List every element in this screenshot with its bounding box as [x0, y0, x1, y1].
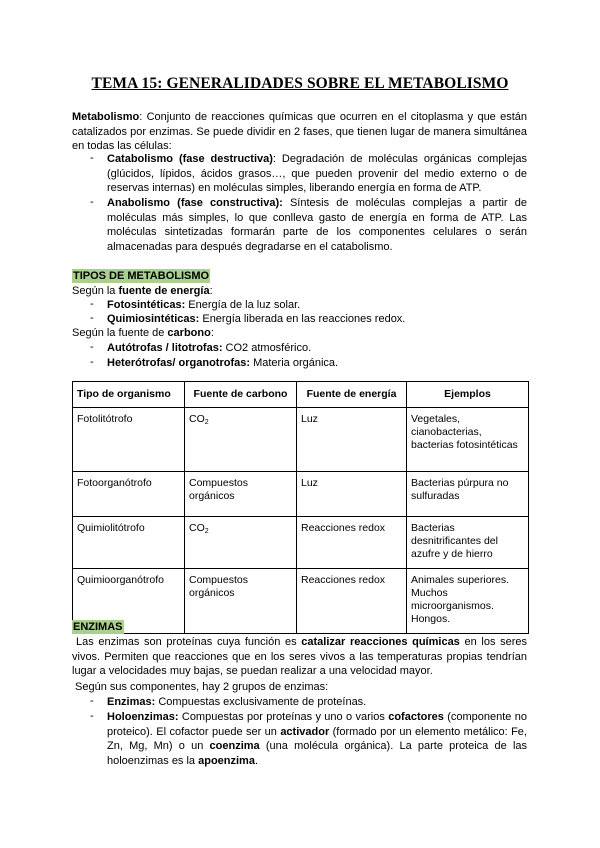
- holoenzimas-text: .: [254, 754, 259, 767]
- enzimas-groups-intro: Según sus componentes, hay 2 grupos de enzimas:: [75, 681, 329, 693]
- cell-ejemplos: [407, 569, 529, 634]
- example-line: Animales superiores.: [411, 574, 510, 586]
- quimiosinteticas-term: Quimiosintéticas:: [107, 313, 200, 325]
- enzimas-text: Compuestas exclusivamente de proteínas.: [155, 696, 367, 708]
- autotrofas-term: Autótrofas / litotrofas:: [107, 342, 223, 354]
- list-item-holoenzimas: [107, 710, 527, 768]
- column-header: Fuente de energía: [297, 382, 407, 408]
- coenzima-term: coenzima: [209, 740, 260, 753]
- section-heading-enzimas: ENZIMAS: [73, 621, 123, 633]
- cell-ejemplos: Bacterias púrpura no sulfuradas: [407, 472, 529, 517]
- cell-ejemplos: [407, 408, 529, 472]
- carbon-text: CO: [189, 413, 205, 425]
- enzimas-p1-pre: Las enzimas son proteínas cuya función es: [76, 636, 302, 648]
- example-line: Muchos microorganismos.: [411, 587, 494, 612]
- holoenzimas-text: (una molécula orgánica). La parte proteica de las holoenzimas es la: [107, 740, 528, 767]
- cell-tipo: Fotolitótrofo: [73, 408, 185, 472]
- anabolism-text: Síntesis de moléculas complejas a partir de moléculas más simples, lo que conlleva gasto de energía en forma de ATP. Las moléculas sintetizadas formarán parte de los componentes celulares o serán almacenadas para después degradarse en el catabolismo.: [107, 197, 527, 253]
- cell-tipo: Quimioorganótrofo: [73, 569, 185, 634]
- example-line: cianobacterias,: [411, 426, 482, 438]
- section-heading-tipos: TIPOS DE METABOLISMO: [73, 270, 210, 282]
- cell-tipo: Quimiolitótrofo: [73, 517, 185, 569]
- bullet-dash: -: [90, 341, 94, 353]
- enzimas-p1-post: en los seres vivos. Permiten que reacciones que en los seres vivos a las temperaturas propias tendrían lugar a velocidades muy bajas, se puedan realizar a una velocidad mayor.: [72, 636, 528, 678]
- table-row: [73, 408, 529, 472]
- bullet-dash: -: [90, 695, 94, 707]
- bullet-dash: -: [90, 152, 94, 164]
- example-line: Vegetales,: [411, 413, 461, 425]
- page-title: TEMA 15: GENERALIDADES SOBRE EL METABOLISMO: [91, 75, 509, 92]
- carbon-intro-post: :: [210, 327, 214, 339]
- bullet-dash: -: [90, 312, 94, 324]
- quimiosinteticas-text: Energía liberada en las reacciones redox.: [199, 313, 406, 325]
- metabolism-types-table: [72, 381, 529, 634]
- energy-source-intro: [72, 284, 213, 298]
- heterotrofas-term: Heterótrofas/ organotrofas:: [107, 357, 251, 369]
- cell-energia: Reacciones redox: [297, 569, 407, 634]
- cell-tipo: Fotoorganótrofo: [73, 472, 185, 517]
- cell-carbono: Compuestos orgánicos: [185, 472, 297, 517]
- example-line: bacterias fotosintéticas: [411, 439, 518, 451]
- fotosinteticas-text: Energía de la luz solar.: [185, 299, 301, 311]
- list-item-enzimas: [107, 695, 527, 710]
- energy-intro-post: :: [209, 285, 213, 297]
- energy-intro-bold: fuente de energía: [118, 285, 210, 297]
- enzimas-term: Enzimas:: [107, 696, 156, 708]
- list-item-anabolism: [107, 196, 527, 254]
- list-item-catabolism: [107, 152, 527, 196]
- list-item-fotosinteticas: [107, 298, 527, 313]
- column-header: Fuente de carbono: [185, 382, 297, 408]
- cell-carbono: [185, 517, 297, 569]
- carbon-subscript: 2: [204, 528, 209, 535]
- cell-carbono: Compuestos orgánicos: [185, 569, 297, 634]
- cell-energia: Luz: [297, 472, 407, 517]
- list-item-quimiosinteticas: [107, 312, 527, 327]
- carbon-source-intro: [72, 326, 214, 340]
- metabolism-term: Metabolismo: [72, 111, 140, 123]
- metabolism-text: : Conjunto de reacciones químicas que ocurren en el citoplasma y que están catalizados por enzimas. Se puede dividir en 2 fases, que tienen lugar de manera simultánea en todas las células:: [72, 111, 527, 153]
- cell-ejemplos: Bacterias desnitrificantes del azufre y de hierro: [407, 517, 529, 569]
- anabolism-term: Anabolismo (fase constructiva):: [107, 197, 283, 209]
- holoenzimas-term: Holoenzimas:: [107, 711, 179, 723]
- heterotrofas-text: Materia orgánica.: [250, 357, 339, 369]
- table-row: [73, 569, 529, 634]
- enzimas-p1-bold: catalizar reacciones químicas: [301, 636, 460, 648]
- energy-intro-pre: Según la: [72, 285, 119, 297]
- carbon-intro-bold: carbono: [167, 327, 211, 339]
- table-row: [73, 472, 529, 517]
- example-line: Hongos.: [411, 613, 451, 625]
- activador-term: activador: [280, 725, 330, 738]
- cell-energia: Reacciones redox: [297, 517, 407, 569]
- apoenzima-term: apoenzima: [198, 754, 255, 767]
- list-item-heterotrofas: [107, 356, 527, 371]
- table-header-row: [73, 382, 529, 408]
- holoenzimas-text: (formado por un elemento metálico: Fe, Zn, Mg, Mn) o un: [107, 725, 527, 753]
- holoenzimas-text: Compuestas por proteínas y uno o varios: [178, 711, 389, 723]
- cell-energia: Luz: [297, 408, 407, 472]
- carbon-subscript: 2: [204, 419, 209, 426]
- cofactores-term: cofactores: [388, 711, 444, 723]
- cell-carbono: [185, 408, 297, 472]
- carbon-intro-pre: Según la fuente de: [72, 327, 168, 339]
- holoenzimas-text: (componente no proteico). El cofactor puede ser un: [107, 711, 527, 738]
- table-row: [73, 517, 529, 569]
- bullet-dash: -: [90, 356, 94, 368]
- metabolism-definition: [72, 110, 527, 154]
- bullet-dash: -: [90, 710, 94, 722]
- enzimas-paragraph: [72, 635, 527, 679]
- column-header: Tipo de organismo: [73, 382, 185, 408]
- catabolism-term: Catabolismo (fase destructiva): [107, 153, 273, 165]
- fotosinteticas-term: Fotosintéticas:: [107, 299, 186, 311]
- column-header: Ejemplos: [407, 382, 529, 408]
- autotrofas-text: CO2 atmosférico.: [222, 342, 312, 354]
- bullet-dash: -: [90, 196, 94, 208]
- list-item-autotrofas: [107, 341, 527, 356]
- catabolism-text: : Degradación de moléculas orgánicas complejas (glúcidos, lípidos, ácidos grasos…, que pueden provenir del medio externo o de reservas internas) en moléculas simples, liberando energía en forma de ATP.: [107, 153, 528, 195]
- bullet-dash: -: [90, 298, 94, 310]
- carbon-text: CO: [189, 522, 205, 534]
